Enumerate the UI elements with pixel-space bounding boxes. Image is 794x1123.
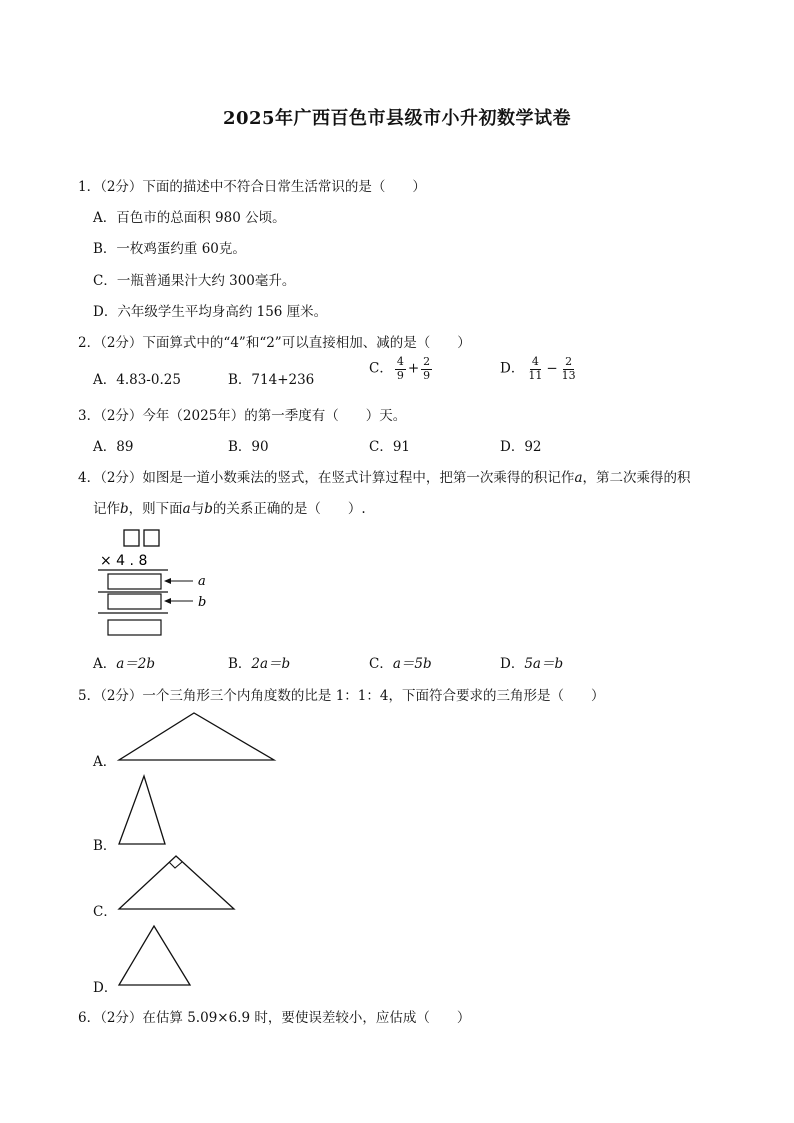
arrow-a-head-icon: [164, 578, 171, 584]
question-2-option-c[interactable]: [369, 356, 434, 382]
product-box: [108, 620, 161, 635]
stem-text: 与: [190, 501, 205, 517]
partial-product-a-box: [108, 574, 161, 589]
question-3-option-c[interactable]: C．91: [369, 439, 411, 455]
stem-text: 的关系正确的是（ ）.: [212, 501, 366, 517]
exam-title: 2025年广西百色市县级市小升初数学试卷: [222, 108, 572, 129]
option-c-label: C．: [369, 360, 393, 377]
partial-product-b-box: [108, 594, 161, 609]
question-6-stem: 6．（2分）在估算 5.09×6.9 时，要使误差较小，应估成（ ）: [78, 1010, 471, 1026]
question-5-option-b-label[interactable]: B．: [93, 838, 117, 854]
option-expr: a＝5b: [392, 656, 432, 672]
question-2-option-a[interactable]: A．4.83-0.25: [93, 372, 181, 388]
fraction: $\frac{4}{9}$: [396, 355, 404, 382]
right-triangle-shape: [119, 856, 234, 909]
option-label: B．: [228, 656, 252, 672]
question-5-stem: 5．（2分）一个三角形三个内角度数的比是 1：1：4，下面符合要求的三角形是（ ）: [78, 688, 605, 704]
variable-b: b: [120, 501, 129, 517]
question-4-stem-line-2: [93, 497, 366, 517]
stem-text: 记作: [93, 501, 120, 517]
question-1-stem: 1．（2分）下面的描述中不符合日常生活常识的是（ ）: [78, 179, 426, 195]
stem-text: ，则下面: [128, 501, 183, 517]
variable-a: a: [574, 470, 583, 486]
question-1-option-d[interactable]: D．六年级学生平均身高约 156 厘米。: [93, 304, 328, 320]
question-1-option-a[interactable]: A．百色市的总面积 980 公顷。: [93, 210, 286, 226]
digit-box: [124, 530, 139, 546]
question-3-option-d[interactable]: D．92: [500, 439, 542, 455]
question-2-option-b[interactable]: B．714+236: [228, 372, 315, 388]
option-label: C．: [369, 656, 393, 672]
question-5-option-c-label[interactable]: C．: [93, 904, 117, 920]
question-1-option-b[interactable]: B．一枚鸡蛋约重 60克。: [93, 241, 246, 257]
isosceles-triangle-shape: [119, 926, 190, 985]
right-angle-mark-icon: [169, 862, 182, 868]
triangle-d-figure[interactable]: [116, 924, 194, 988]
question-4-option-d[interactable]: [500, 652, 563, 672]
question-4-option-a[interactable]: [93, 652, 155, 672]
option-expr: 2a＝b: [251, 656, 291, 672]
vertical-multiplication-figure: [98, 526, 228, 641]
label-b: b: [198, 595, 207, 610]
question-3-stem: 3．（2分）今年（2025年）的第一季度有（ ）天。: [78, 408, 407, 424]
option-label: A．: [93, 656, 117, 672]
question-2-option-d[interactable]: [500, 356, 580, 382]
question-4-option-b[interactable]: [228, 652, 290, 672]
obtuse-triangle-shape: [119, 713, 274, 760]
question-4-stem-line-1: [78, 466, 691, 486]
stem-text: ，第二次乘得的积: [582, 470, 691, 486]
digit-box: [144, 530, 159, 546]
triangle-b-figure[interactable]: [116, 774, 168, 846]
question-4-option-c[interactable]: [369, 652, 432, 672]
triangle-c-figure[interactable]: [116, 852, 238, 912]
fraction: $\frac{4}{11}$: [528, 355, 543, 382]
option-expr: a＝2b: [116, 656, 156, 672]
operator: −: [546, 360, 558, 377]
option-label: D．: [500, 656, 525, 672]
acute-triangle-shape: [119, 776, 165, 844]
variable-b: b: [204, 501, 213, 517]
fraction: $\frac{2}{13}$: [561, 355, 576, 382]
question-2-stem: 2．（2分）下面算式中的“4”和“2”可以直接相加、减的是（ ）: [78, 335, 471, 351]
multiplier-text: × 4 . 8: [100, 553, 148, 569]
fraction: $\frac{2}{9}$: [423, 355, 431, 382]
question-5-option-a-label[interactable]: A．: [93, 754, 117, 770]
label-a: a: [198, 574, 206, 589]
option-d-label: D．: [500, 360, 525, 377]
variable-a: a: [182, 501, 191, 517]
option-expr: 5a＝b: [524, 656, 564, 672]
triangle-a-figure[interactable]: [116, 711, 278, 763]
arrow-b-head-icon: [164, 598, 171, 604]
question-1-option-c[interactable]: C．一瓶普通果汁大约 300毫升。: [93, 273, 296, 289]
operator: +: [407, 360, 420, 377]
question-3-option-a[interactable]: A．89: [93, 439, 134, 455]
question-3-option-b[interactable]: B．90: [228, 439, 269, 455]
question-5-option-d-label[interactable]: D．: [93, 980, 118, 996]
stem-text: 4．（2分）如图是一道小数乘法的竖式，在竖式计算过程中，把第一次乘得的积记作: [78, 470, 575, 486]
